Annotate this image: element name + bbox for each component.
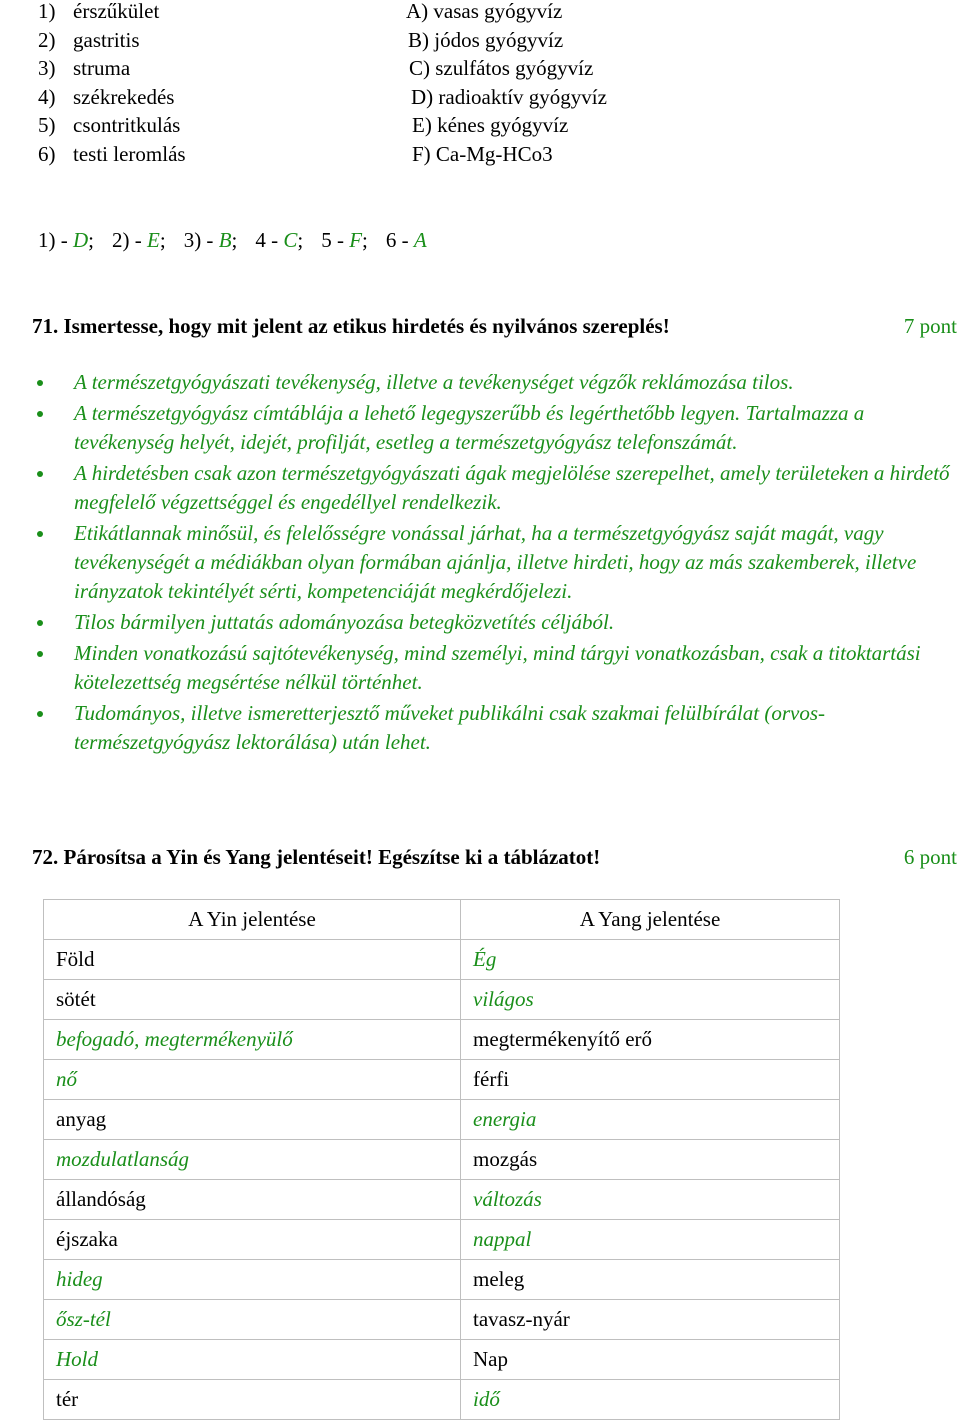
yang-cell: Ég (461, 940, 840, 980)
answer-bullet-item (37, 459, 952, 517)
matching-term: érszűkület (73, 0, 160, 23)
table-row (44, 980, 840, 1020)
table-row (44, 1140, 840, 1180)
matching-row (0, 83, 960, 112)
matching-option: B) jódos gyógyvíz (408, 27, 564, 52)
table-row (44, 1260, 840, 1300)
table-row (44, 1340, 840, 1380)
matching-option: A) vasas gyógyvíz (406, 0, 563, 23)
matching-number: 6) (38, 142, 56, 166)
answer-prefix: 3) - (183, 228, 219, 252)
matching-row (0, 54, 960, 83)
yin-cell: befogadó, megtermékenyülő (44, 1020, 461, 1060)
bullet-text: Etikátlannak minősül, és felelősségre vonással járhat, ha a természetgyógyász saját magát, vagy tevékenységét a médiákban olyan formában ajánlja, illetve hirdeti, hogy az más szakemberek, illetve irányzatok tekintélyét sérti, kompetenciáját megkérdőjelezi. (74, 521, 917, 603)
yang-cell: Nap (461, 1340, 840, 1380)
yin-cell: Föld (44, 940, 461, 980)
question-72-points: 6 pont (903, 845, 957, 869)
yin-cell: tér (44, 1380, 461, 1420)
table-header-row (44, 900, 840, 940)
matching-row (0, 111, 960, 140)
yin-cell: hideg (44, 1260, 461, 1300)
bullet-icon (37, 531, 43, 537)
bullet-text: A hirdetésben csak azon természetgyógyászati ágak megjelölése szerepelhet, amely területeken a hirdető megfelelő végzettséggel és engedéllyel rendelkezik. (74, 461, 950, 514)
answer-prefix: 1) - (38, 228, 73, 252)
yin-cell: sötét (44, 980, 461, 1020)
table-row (44, 1020, 840, 1060)
table-row (44, 1100, 840, 1140)
question-71-points: 7 pont (903, 314, 957, 338)
answer-pair (321, 228, 368, 252)
bullet-text: Tudományos, illetve ismeretterjesztő műveket publikálni csak szakmai felülbírálat (orvos-természetgyógyász lektorálása) után lehet. (74, 701, 826, 754)
matching-term: gastritis (73, 27, 140, 52)
matching-option: C) szulfátos gyógyvíz (409, 56, 594, 81)
answer-pair (386, 228, 427, 252)
yin-cell: állandóság (44, 1180, 461, 1220)
yang-cell: világos (461, 980, 840, 1020)
answer-separator: ; (362, 228, 368, 252)
yin-yang-table (43, 899, 840, 1420)
answer-prefix: 4 - (255, 228, 284, 252)
table-row (44, 1060, 840, 1100)
yang-header: A Yang jelentése (461, 900, 840, 940)
yang-cell: energia (461, 1100, 840, 1140)
answers-line (38, 226, 445, 254)
answer-bullet-item (37, 699, 952, 757)
yin-cell: éjszaka (44, 1220, 461, 1260)
yang-cell: mozgás (461, 1140, 840, 1180)
matching-row (0, 26, 960, 55)
answer-pair (255, 228, 303, 252)
answer-prefix: 6 - (385, 228, 414, 252)
bullet-icon (37, 411, 43, 417)
answer-bullet-item (37, 399, 952, 457)
table-row (44, 1380, 840, 1420)
answer-pair (38, 228, 94, 252)
answer-prefix: 5 - (321, 228, 350, 252)
answer-pair (112, 228, 166, 252)
yang-cell: férfi (461, 1060, 840, 1100)
yin-cell: Hold (44, 1340, 461, 1380)
answer-bullet-item (37, 519, 952, 606)
bullet-icon (37, 651, 43, 657)
bullet-text: Minden vonatkozású sajtótevékenység, mind személyi, mind tárgyi vonatkozásban, csak a titoktartási kötelezettség megsértése nélkül történhet. (74, 641, 921, 694)
answer-separator: ; (159, 228, 166, 252)
matching-option: F) Ca-Mg-HCo3 (412, 142, 553, 166)
answer-separator: ; (231, 228, 238, 252)
matching-term: csontritkulás (73, 113, 181, 138)
matching-term: székrekedés (73, 84, 175, 109)
question-71-title: 71. Ismertesse, hogy mit jelent az etikus hirdetés és nyilvános szereplés! (32, 314, 670, 338)
yin-cell: ősz-tél (44, 1300, 461, 1340)
yin-cell: mozdulatlanság (44, 1140, 461, 1180)
question-71-answer-list (37, 368, 952, 759)
yang-cell: meleg (461, 1260, 840, 1300)
yang-cell: nappal (461, 1220, 840, 1260)
matching-row (0, 140, 960, 169)
yin-cell: nő (44, 1060, 461, 1100)
bullet-text: A természetgyógyászati tevékenység, illetve a tevékenységet végzők reklámozása tilos. (74, 370, 794, 394)
yin-cell: anyag (44, 1100, 461, 1140)
answer-bullet-item (37, 639, 952, 697)
matching-number: 5) (38, 113, 56, 138)
answer-letter: A (413, 228, 427, 252)
yang-cell: tavasz-nyár (461, 1300, 840, 1340)
bullet-text: A természetgyógyász címtáblája a lehető legegyszerűbb és legérthetőbb legyen. Tartalmazza a tevékenység helyét, idejét, profilját, esetleg a természetgyógyász telefonszámát. (74, 401, 865, 454)
matching-option: E) kénes gyógyvíz (412, 113, 569, 138)
bullet-text: Tilos bármilyen juttatás adományozása betegközvetítés céljából. (74, 610, 615, 634)
answer-letter: B (218, 228, 232, 252)
bullet-icon (37, 471, 43, 477)
answer-bullet-item (37, 368, 952, 397)
answer-letter: E (147, 228, 160, 252)
yang-cell: megtermékenyítő erő (461, 1020, 840, 1060)
table-row (44, 1300, 840, 1340)
answer-bullet-item (37, 608, 952, 637)
yang-cell: idő (461, 1380, 840, 1420)
answer-letter: F (349, 228, 363, 252)
table-row (44, 1220, 840, 1260)
answer-separator: ; (88, 228, 95, 252)
answer-pair (184, 228, 238, 252)
matching-row (0, 0, 960, 26)
matching-number: 4) (38, 84, 56, 109)
yin-header: A Yin jelentése (44, 900, 461, 940)
table-row (44, 1180, 840, 1220)
answer-separator: ; (297, 228, 304, 252)
answer-letter: D (73, 228, 89, 252)
matching-number: 3) (38, 56, 56, 81)
matching-number: 2) (38, 27, 56, 52)
bullet-icon (37, 711, 43, 717)
matching-number: 1) (38, 0, 56, 23)
bullet-icon (37, 380, 43, 386)
matching-term: testi leromlás (73, 142, 186, 166)
question-72-title: 72. Párosítsa a Yin és Yang jelentéseit! Egészítse ki a táblázatot! (32, 845, 601, 869)
bullet-icon (37, 620, 43, 626)
yang-cell: változás (461, 1180, 840, 1220)
answer-prefix: 2) - (112, 228, 148, 252)
answer-letter: C (283, 228, 298, 252)
matching-term: struma (73, 56, 131, 81)
matching-option: D) radioaktív gyógyvíz (411, 84, 607, 109)
table-row (44, 940, 840, 980)
